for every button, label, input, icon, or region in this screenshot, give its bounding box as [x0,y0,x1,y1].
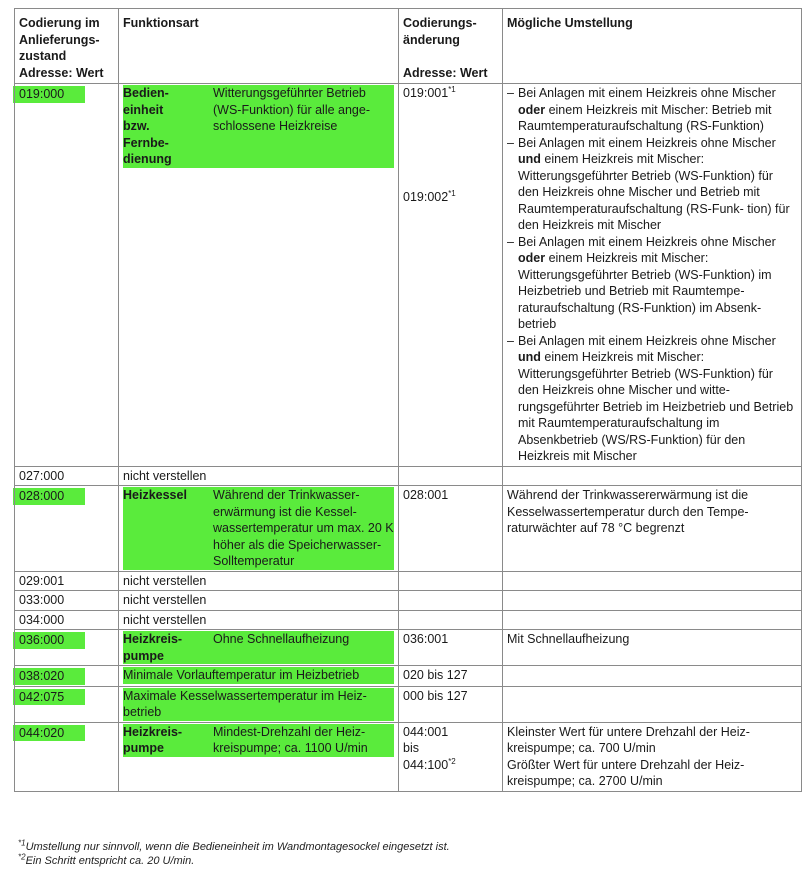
possible-change-cell [503,591,802,611]
highlighted-code: 038:020 [13,668,85,685]
code-cell: 027:000 [15,466,119,486]
function-description: Mindest-Drehzahl der Heiz- kreispumpe; ca. 1100 U/min [213,724,368,755]
coding-table [14,8,802,792]
category-label: Bedien- einheit bzw. Fernbe- dienung [123,86,172,166]
function-description: Während der Trinkwasser- erwärmung ist die Kessel- wassertemperatur um max. 20 K höher als die Speicherwasser-Solltemperatur [213,488,394,568]
function-cell: nicht verstellen [119,571,399,591]
highlighted-code: 028:000 [13,488,85,505]
highlighted-code: 019:000 [13,86,85,103]
list-item: – Bei Anlagen mit einem Heizkreis ohne Mischer und einem Heizkreis mit Mischer: Witterungsgeführter Betrieb (WS-Funktion) für den Heizkreis ohne Mischer und witte- rungsgeführter Betrieb im Heizbetrieb und Betrieb mit Raumtemperaturaufschaltung im Absenkbetrieb (WS/RS-Funktion) für den Heizkreis mit Mischer [507,333,794,463]
possible-change-cell [503,84,802,467]
header-possible-change: Mögliche Umstellung [503,9,802,84]
code-cell [15,486,119,572]
code-cell [15,722,119,791]
possible-change-cell [503,666,802,687]
possible-change-cell [503,571,802,591]
category-label: Heizkreis- pumpe [123,632,183,663]
header-delivery-state: Codierung im Anlieferungs- zustand Adresse: Wert [15,9,119,84]
table-row [15,486,802,572]
footnotes [18,840,450,868]
function-description: Ohne Schnellaufheizung [213,632,350,646]
code-cell: 033:000 [15,591,119,611]
header-row [15,9,802,84]
table-row [15,610,802,630]
header-function-type: Funktionsart [119,9,399,84]
table-row [15,571,802,591]
function-cell [119,486,399,572]
code-cell: 034:000 [15,610,119,630]
code-cell [15,630,119,666]
possible-change-cell: Während der Trinkwassererwärmung ist die Kesselwassertemperatur durch den Tempe- raturwächter auf 78 °C begrenzt [503,486,802,572]
possible-change-cell [503,610,802,630]
change-cell: 028:001 [399,486,503,572]
list-item: – Bei Anlagen mit einem Heizkreis ohne Mischer oder einem Heizkreis mit Mischer: Witterungsgeführter Betrieb (WS-Funktion) im Heizbetrieb und Betrieb mit Raumtempe- raturaufschaltung (RS-Funktion) im Absenk- betrieb [507,234,776,331]
change-cell: 000 bis 127 [399,686,503,722]
list-item: – Bei Anlagen mit einem Heizkreis ohne Mischer oder einem Heizkreis mit Mischer: Betrieb mit Raumtemperaturaufschaltung (RS-Funktion) [507,86,776,133]
table-row [15,666,802,687]
change-cell: 036:001 [399,630,503,666]
table-row [15,591,802,611]
change-cell [399,610,503,630]
table-row [15,466,802,486]
table-row [15,686,802,722]
category-label: Heizkessel [123,488,187,502]
function-cell [119,686,399,722]
function-cell: nicht verstellen [119,610,399,630]
category-label: Heizkreis- pumpe [123,724,183,755]
function-cell [119,722,399,791]
change-cell: 020 bis 127 [399,666,503,687]
code-cell [15,84,119,467]
change-cell: 019:001$^{*1}$ 019:002$^{*1}$ [399,84,503,467]
footnote-1: $^{*1}$Umstellung nur sinnvoll, wenn die Bedieneinheit im Wandmontagesockel eingesetzt ist. [18,838,450,853]
header-code-change: Codierungs- änderung Adresse: Wert [399,9,503,84]
function-description: Minimale Vorlauftemperatur im Heizbetrieb [123,667,394,684]
highlighted-code: 042:075 [13,689,85,706]
list-item: – Bei Anlagen mit einem Heizkreis ohne Mischer und einem Heizkreis mit Mischer: Witterungsgeführter Betrieb (WS-Funktion) für den Heizkreis ohne Mischer und Betrieb mit Raumtemperaturaufschaltung (RS-Funk- tion) für den Heizkreis mit Mischer [507,135,790,232]
function-cell [119,666,399,687]
highlighted-code: 044:020 [13,725,85,742]
possible-change-cell: Mit Schnellaufheizung [503,630,802,666]
table-row [15,630,802,666]
code-cell [15,666,119,687]
highlighted-code: 036:000 [13,632,85,649]
table-row [15,84,802,467]
code-cell [15,686,119,722]
code-cell: 029:001 [15,571,119,591]
change-cell [399,466,503,486]
function-cell [119,84,399,467]
function-cell [119,630,399,666]
change-cell [399,571,503,591]
possible-change-cell [503,466,802,486]
footnote-2: $^{*2}$Ein Schritt entspricht ca. 20 U/min. [18,852,195,867]
change-cell [399,591,503,611]
function-cell: nicht verstellen [119,591,399,611]
table-row [15,722,802,791]
change-cell: 044:001 bis 044:100$^{*2}$ [399,722,503,791]
possible-change-cell: Kleinster Wert für untere Drehzahl der Heiz- kreispumpe; ca. 700 U/min Größter Wert für untere Drehzahl der Heiz- kreispumpe; ca. 2700 U/min [503,722,802,791]
possible-change-cell [503,686,802,722]
function-cell: nicht verstellen [119,466,399,486]
function-description: Witterungsgeführter Betrieb (WS-Funktion) für alle ange- schlossene Heizkreise [213,86,371,133]
function-description: Maximale Kesselwassertemperatur im Heiz- betrieb [123,688,394,721]
